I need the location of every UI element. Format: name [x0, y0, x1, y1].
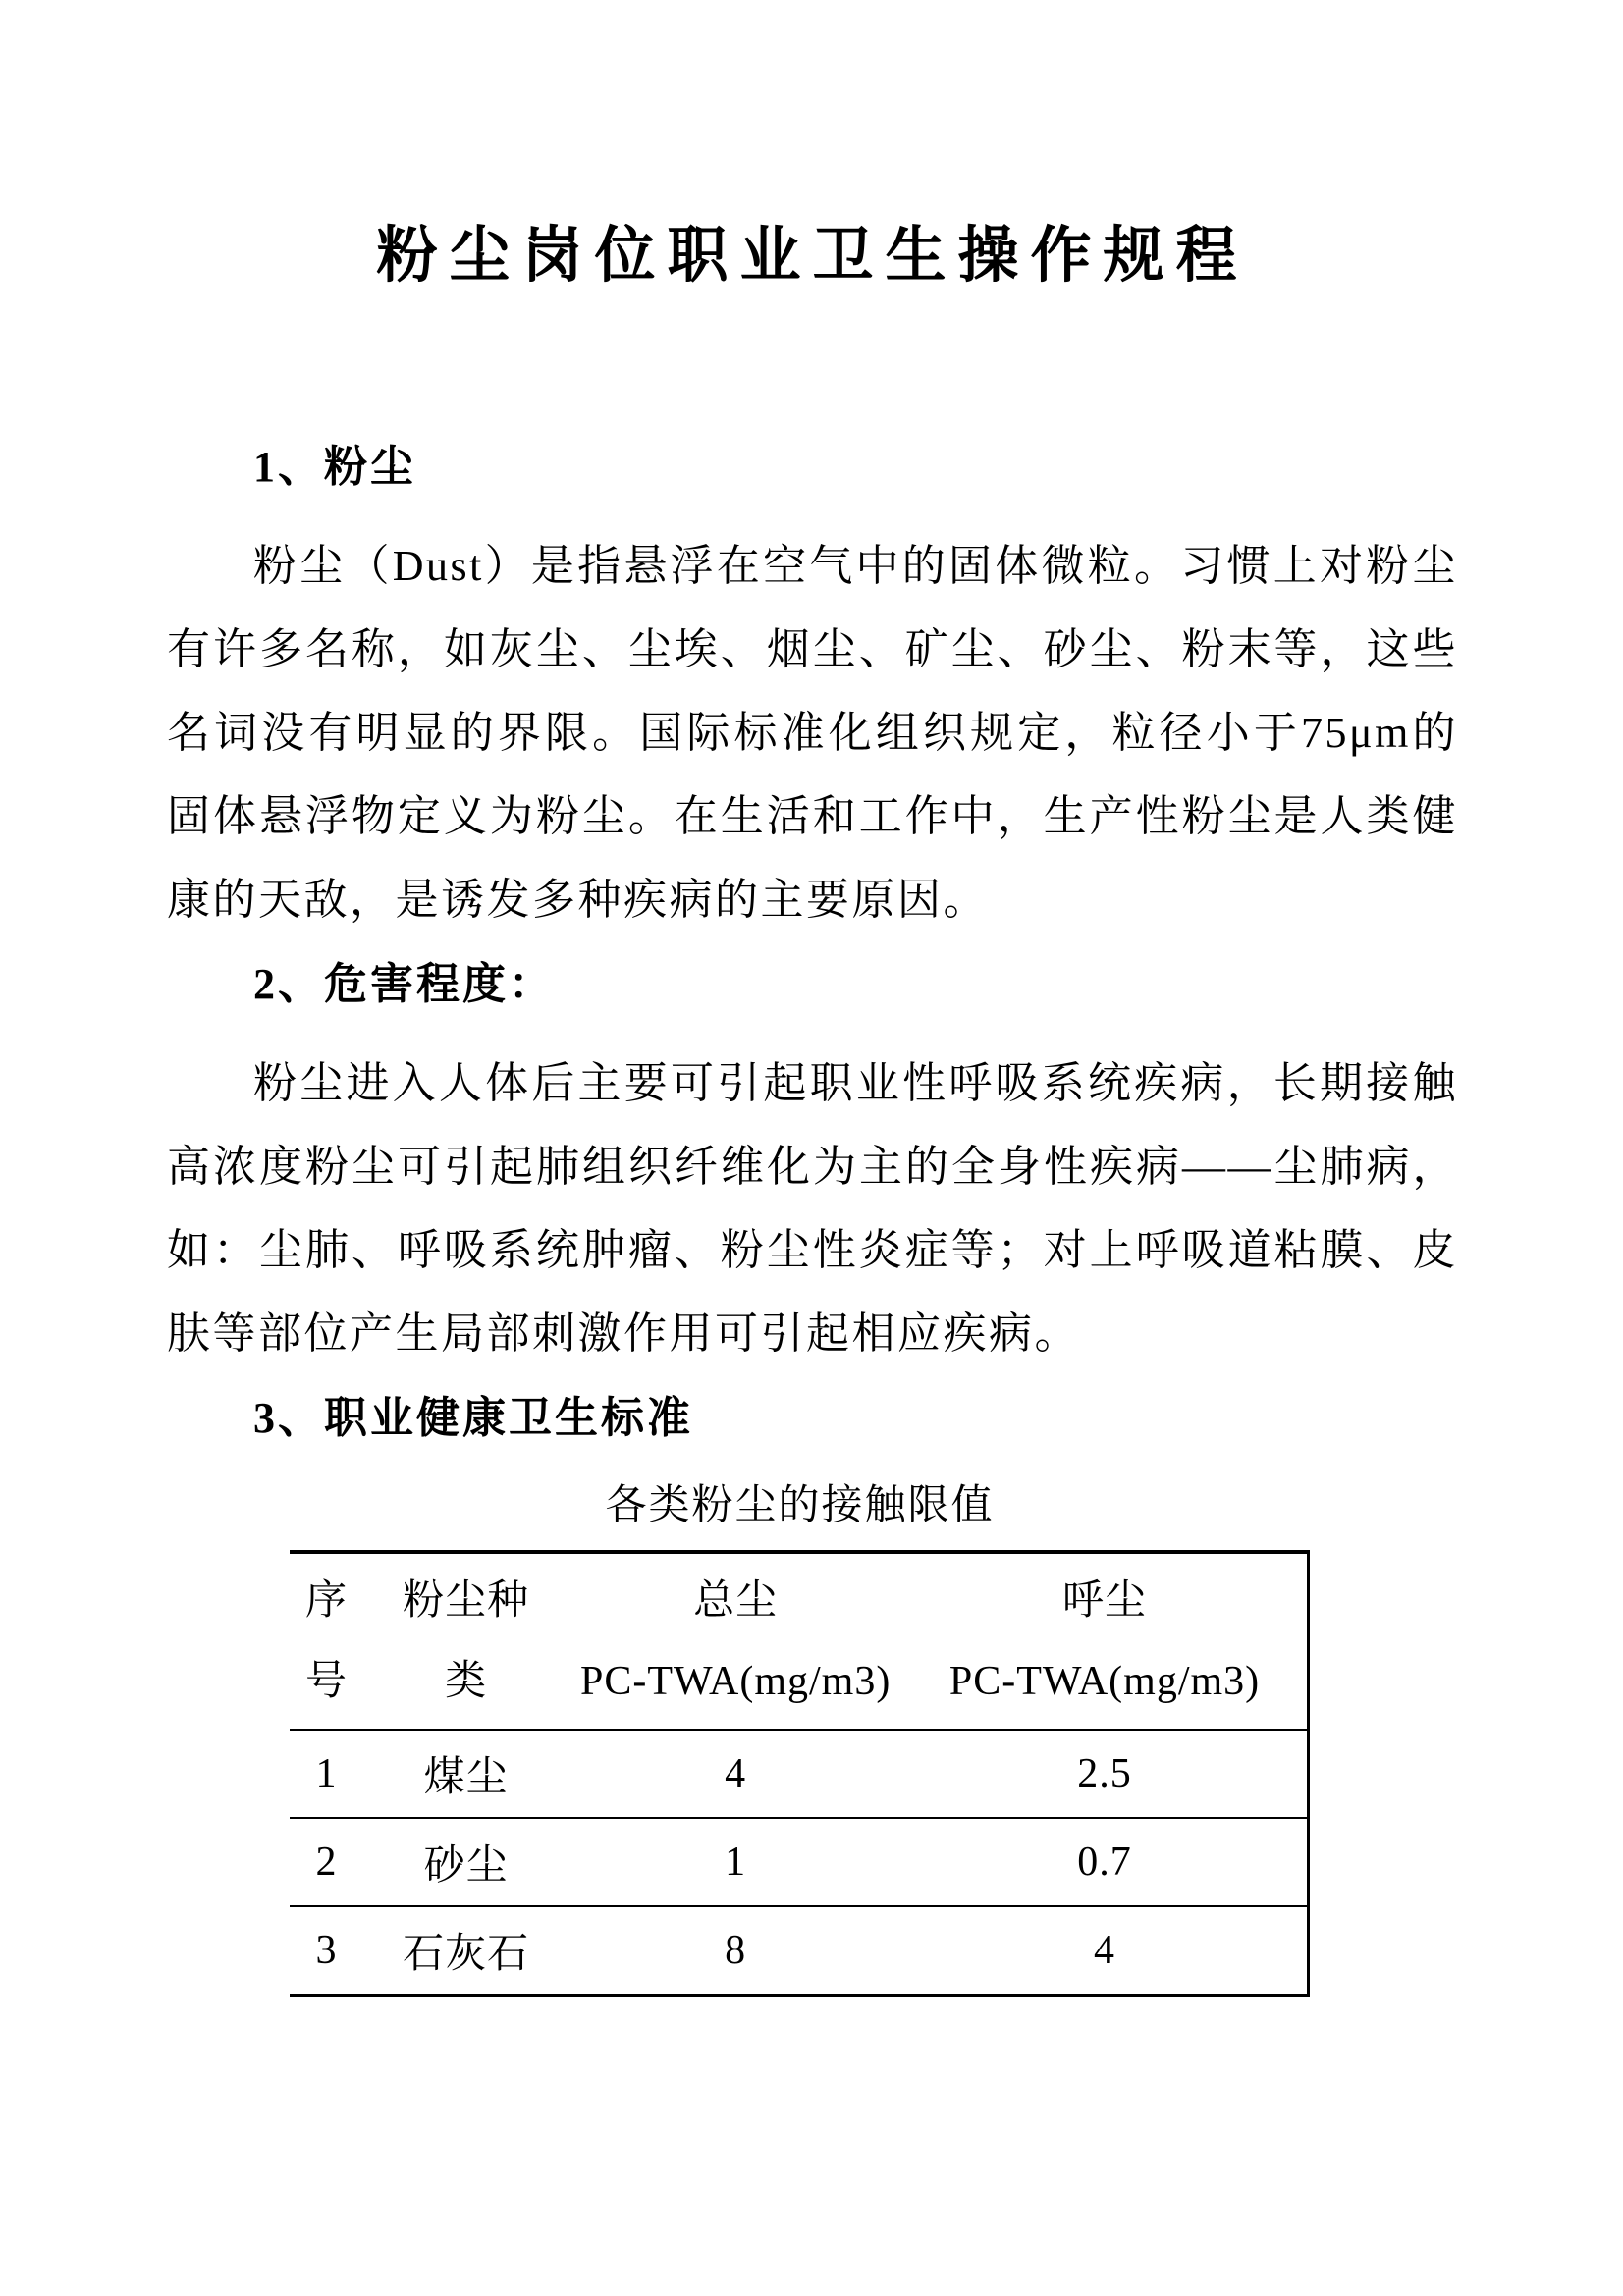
table-header-row	[290, 1552, 1309, 1730]
header-total-dust-line1: 总尘	[693, 1578, 779, 1624]
table-cell: 2.5	[1077, 1751, 1132, 1796]
table-row	[290, 1818, 1309, 1906]
header-dust-type-line2: 类	[445, 1659, 488, 1704]
header-dust-type-line1: 粉尘种	[403, 1578, 530, 1624]
table-cell: 3	[315, 1928, 338, 1973]
header-respirable-dust-line2: PC-TWA(mg/m3)	[948, 1659, 1261, 1704]
dust-limit-table	[290, 1550, 1310, 1997]
section-3-heading: 3、职业健康卫生标准	[253, 1394, 693, 1442]
table-cell: 煤尘	[423, 1755, 509, 1800]
header-total-dust-line2: PC-TWA(mg/m3)	[580, 1659, 892, 1704]
table-cell: 1	[315, 1751, 338, 1796]
section-1-paragraph: 粉尘（Dust）是指悬浮在空气中的固体微粒。习惯上对粉尘有许多名称，如灰尘、尘埃、烟尘、矿尘、砂尘、粉末等，这些名词没有明显的界限。国际标准化组织规定，粒径小于75μm的固体悬浮物定义为粉尘。在生活和工作中，生产性粉尘是人类健康的天敌，是诱发多种疾病的主要原因。	[167, 542, 1458, 924]
table-cell: 砂尘	[423, 1843, 509, 1889]
table-cell: 4	[1094, 1928, 1115, 1973]
header-index-line1: 序	[304, 1578, 348, 1624]
table-row	[290, 1730, 1309, 1818]
header-index-line2: 号	[304, 1659, 348, 1704]
table-cell: 4	[725, 1751, 747, 1796]
table-header-cell-index	[290, 1552, 363, 1730]
table-header-cell-total-dust	[568, 1552, 902, 1730]
page-title: 粉尘岗位职业卫生操作规程	[376, 223, 1249, 290]
table-cell: 0.7	[1077, 1840, 1132, 1885]
section-2-heading: 2、危害程度：	[253, 960, 555, 1008]
table-cell: 2	[315, 1840, 338, 1885]
table-caption: 各类粉尘的接触限值	[605, 1483, 995, 1528]
table-cell: 8	[725, 1928, 747, 1973]
section-1-heading: 1、粉尘	[253, 443, 416, 491]
table-row	[290, 1906, 1309, 1996]
dust-limit-table-area	[290, 1477, 1310, 1997]
table-cell: 1	[725, 1840, 747, 1885]
table-header-cell-dust-type	[363, 1552, 568, 1730]
header-respirable-dust-line1: 呼尘	[1062, 1578, 1148, 1624]
section-2-paragraph: 粉尘进入人体后主要可引起职业性呼吸系统疾病，长期接触高浓度粉尘可引起肺组织纤维化为主的全身性疾病——尘肺病，如：尘肺、呼吸系统肿瘤、粉尘性炎症等；对上呼吸道粘膜、皮肤等部位产生局部刺激作用可引起相应疾病。	[167, 1059, 1458, 1358]
table-cell: 石灰石	[403, 1932, 530, 1977]
table-header-cell-respirable-dust	[902, 1552, 1308, 1730]
